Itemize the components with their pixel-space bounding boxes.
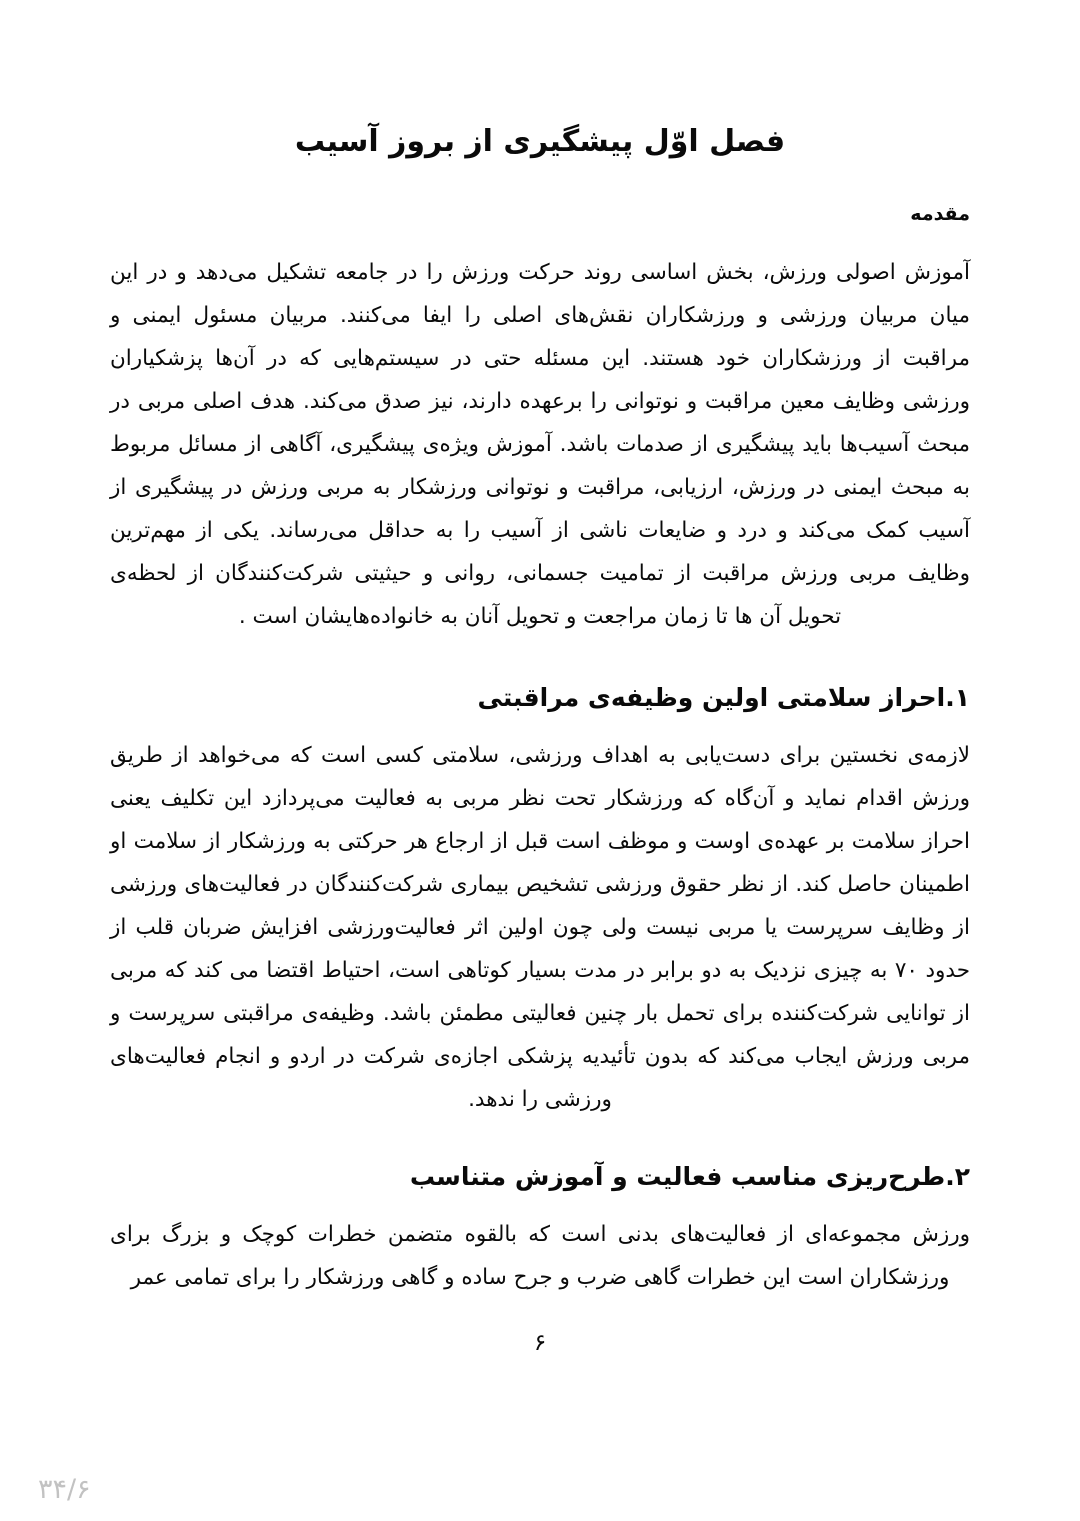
- section-heading-one: ۱.احراز سلامتی اولین وظیفه‌ی مراقبتی: [477, 683, 970, 712]
- page-number: ۶: [533, 1330, 547, 1356]
- section-two-paragraph: ورزش مجموعه‌ای از فعالیت‌های بدنی است که بالقوه متضمن خطرات کوچک و بزرگ برای ورزشکاران است این خطرات گاهی ضرب و جرح ساده و گاهی ورزشکار را برای تمامی عمر: [110, 1222, 970, 1290]
- corner-watermark: ۳۴/۶: [38, 1474, 91, 1505]
- section-heading-two: ۲.طرح‌ریزی مناسب فعالیت و آموزش متناسب: [409, 1162, 970, 1191]
- page-title: فصل اوّل پیشگیری از بروز آسیب: [294, 124, 786, 159]
- section-one-paragraph: لازمه‌ی نخستین برای دست‌یابی به اهداف ورزشی، سلامتی کسی است که می‌خواهد از طریق ورزش اقدام نماید و آن‌گاه که ورزشکار تحت نظر مربی به فعالیت می‌پردازد این تکلیف یعنی احراز سلامت بر عهده‌ی اوست و موظف است قبل از ارجاع هر حرکتی به ورزشکار از سلامت او اطمینان حاصل کند. از نظر حقوق ورزشی تشخیص بیماری شرکت‌کنندگان در فعالیت‌های ورزشی از وظایف سرپرست یا مربی نیست ولی چون اولین اثر فعالیت‌ورزشی افزایش ضربان قلب از حدود ۷۰ به چیزی نزدیک به دو برابر در مدت بسیار کوتاهی است، احتیاط اقتضا می کند که مربی از توانایی شرکت‌کننده برای تحمل بار چنین فعالیتی مطمئن باشد. وظیفه‌ی مراقبتی سرپرست و مربی ورزش ایجاب می‌کند که بدون تأئیدیه پزشکی اجازه‌ی شرکت در اردو و انجام فعالیت‌های ورزشی را ندهد.: [110, 743, 970, 1112]
- page-content: [110, 0, 970, 1521]
- introduction-paragraph: آموزش اصولی ورزش، بخش اساسی روند حرکت ورزش را در جامعه تشکیل می‌دهد و در این میان مربیان ورزشی و ورزشکاران نقش‌های اصلی را ایفا می‌کنند. مربیان مسئول ایمنی و مراقبت از ورزشکاران خود هستند. این مسئله حتی در سیستم‌هایی که در آن‌ها پزشکیاران ورزشی وظایف معین مراقبت و نوتوانی را برعهده دارند، نیز صدق می‌کند. هدف اصلی مربی در مبحث آسیب‌ها باید پیشگیری از صدمات باشد. آموزش ویژه‌ی پیشگیری، آگاهی از مسائل مربوط به مبحث ایمنی در ورزش، ارزیابی، مراقبت و نوتوانی ورزشکار به مربی ورزش در پیشگیری از آسیب کمک می‌کند و درد و ضایعات ناشی از آسیب را به حداقل می‌رساند. یکی از مهم‌ترین وظایف مربی ورزش مراقبت از تمامیت جسمانی، روانی و حیثیتی شرکت‌کنندگان از لحظه‌ی تحویل آن ها تا زمان مراجعت و تحویل آنان به خانواده‌هایشان است .: [110, 260, 970, 629]
- introduction-label: مقدمه: [910, 203, 970, 225]
